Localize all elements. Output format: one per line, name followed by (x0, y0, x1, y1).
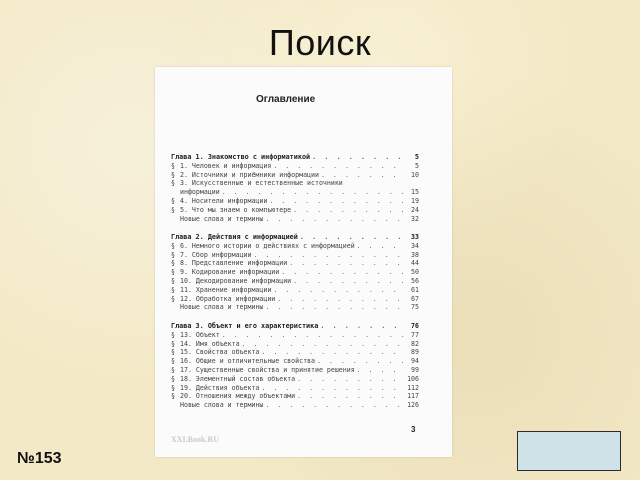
dot-leader (269, 197, 405, 206)
toc-row (171, 206, 419, 215)
toc-row (171, 303, 419, 312)
toc-row (171, 401, 419, 410)
toc-row-title: 3. Искусственные и естественные источники (180, 179, 343, 188)
chapter-title: Глава 3. Объект и его характеристика (171, 322, 319, 330)
toc-row (171, 162, 419, 171)
toc-row (171, 215, 419, 224)
toc-row-page: 44 (411, 259, 419, 268)
toc-row (171, 357, 419, 366)
toc-row-title: 6. Немного истории о действиях с информацией (180, 241, 355, 250)
toc-row-title: 8. Представление информации (180, 259, 288, 268)
dot-leader (357, 242, 405, 251)
toc-row-page: 61 (411, 285, 419, 294)
section-sign: § (171, 161, 175, 170)
toc-row-title: 5. Что мы знаем о компьютере (180, 205, 292, 214)
dot-leader (253, 251, 405, 260)
section-sign: § (171, 241, 175, 250)
toc-row (171, 295, 419, 304)
toc-row (171, 392, 419, 401)
toc-row-title: Новые слова и термины (180, 401, 264, 410)
toc-row-page: 126 (407, 401, 419, 410)
toc-row (171, 286, 419, 295)
dot-leader (265, 303, 405, 312)
dot-leader (261, 348, 405, 357)
toc-row-page: 50 (411, 268, 419, 277)
toc-row (171, 259, 419, 268)
chapter-title: Глава 2. Действия с информацией (171, 233, 298, 241)
toc-row-title: 15. Свойства объекта (180, 348, 260, 357)
toc-row (171, 340, 419, 349)
toc-heading: Оглавление (256, 94, 316, 105)
chapter-title-row (171, 153, 419, 162)
dot-leader (357, 366, 405, 375)
chapter-title: Глава 1. Знакомство с информатикой (171, 153, 311, 161)
dot-leader (293, 277, 405, 286)
dot-leader (281, 268, 405, 277)
watermark: XXI.Book.RU (171, 435, 220, 444)
toc-row-page: 112 (407, 383, 419, 392)
section-sign: § (171, 383, 175, 392)
dot-leader (222, 331, 405, 340)
slide-title: Поиск (268, 22, 372, 63)
toc-row-page: 15 (411, 188, 419, 197)
dot-leader (300, 233, 405, 242)
toc-row (171, 375, 419, 384)
toc-row (171, 366, 419, 375)
toc-row (171, 277, 419, 286)
slide-number: №153 (17, 450, 62, 467)
section-sign: § (171, 276, 175, 285)
toc-row (171, 331, 419, 340)
toc-row-title: 12. Обработка информации (180, 294, 276, 303)
dot-leader (242, 340, 405, 349)
chapter-page: 33 (410, 233, 419, 241)
chapter-title-row (171, 233, 419, 242)
section-sign: § (171, 374, 175, 383)
section-sign: § (171, 196, 175, 205)
section-sign: § (171, 330, 175, 339)
toc-row-title: 2. Источники и приёмники информации (180, 170, 319, 179)
chapter-1-block (171, 153, 419, 223)
toc-row-page: 5 (415, 161, 419, 170)
toc-row-title: 20. Отношения между объектами (180, 392, 296, 401)
dot-leader (293, 206, 405, 215)
toc-row-title: 9. Кодирование информации (180, 268, 280, 277)
section-sign: § (171, 250, 175, 259)
section-sign: § (171, 170, 175, 179)
toc-row-page: 99 (411, 365, 419, 374)
toc-row-page: 106 (407, 374, 419, 383)
book-page-number: 3 (411, 425, 416, 434)
dot-leader (277, 295, 405, 304)
toc-row-page: 75 (411, 303, 419, 312)
toc-row (171, 268, 419, 277)
section-sign: § (171, 179, 175, 188)
dot-leader (273, 162, 405, 171)
section-sign: § (171, 357, 175, 366)
toc-row-page: 34 (411, 241, 419, 250)
dot-leader (261, 384, 405, 393)
dot-leader (265, 401, 405, 410)
toc-row-title: 14. Имя объекта (180, 339, 240, 348)
toc-row (171, 179, 419, 188)
toc-row (171, 171, 419, 180)
section-sign: § (171, 339, 175, 348)
toc-row-page: 32 (411, 214, 419, 223)
toc-row-page: 82 (411, 339, 419, 348)
chapter-page: 76 (410, 322, 419, 330)
toc-row (171, 348, 419, 357)
dot-leader (297, 375, 405, 384)
toc-row-page: 24 (411, 205, 419, 214)
section-sign: § (171, 348, 175, 357)
section-sign: § (171, 365, 175, 374)
dot-leader (297, 392, 405, 401)
dot-leader (289, 259, 405, 268)
chapter-3-block (171, 322, 419, 410)
section-sign: § (171, 285, 175, 294)
toc-row-page: 117 (407, 392, 419, 401)
toc-row-title: 19. Действия объекта (180, 383, 260, 392)
toc-row (171, 242, 419, 251)
toc-row-title: 17. Существенные свойства и принятие решения (180, 365, 355, 374)
toc-row-title: 4. Носители информации (180, 196, 268, 205)
toc-row-page: 67 (411, 294, 419, 303)
toc-row-title: 13. Объект (180, 330, 220, 339)
toc-row-title: 11. Хранение информации (180, 285, 272, 294)
section-sign: § (171, 268, 175, 277)
toc-row (171, 197, 419, 206)
toc-row-page: 19 (411, 196, 419, 205)
toc-row-title: информации (180, 188, 220, 197)
dot-leader (320, 322, 405, 331)
dot-leader (312, 153, 405, 162)
dot-leader (265, 215, 405, 224)
dot-leader (222, 188, 405, 197)
toc-row-title: 1. Человек и информация (180, 161, 272, 170)
chapter-page: 5 (414, 153, 419, 161)
dot-leader (273, 286, 405, 295)
toc-row-title: Новые слова и термины (180, 303, 264, 312)
toc-row (171, 188, 419, 197)
dot-leader (321, 171, 405, 180)
toc-row-page: 94 (411, 357, 419, 366)
toc-row-title: 10. Декодирование информации (180, 276, 292, 285)
toc-row-page: 38 (411, 250, 419, 259)
section-sign: § (171, 259, 175, 268)
toc-row (171, 251, 419, 260)
section-sign: § (171, 294, 175, 303)
section-sign: § (171, 392, 175, 401)
nav-button[interactable] (517, 431, 621, 471)
chapter-2-block (171, 233, 419, 312)
toc-row (171, 384, 419, 393)
section-sign: § (171, 205, 175, 214)
toc-row-page: 89 (411, 348, 419, 357)
toc-row-page: 77 (411, 330, 419, 339)
toc-row-title: 16. Общие и отличительные свойства (180, 357, 315, 366)
toc-row-title: 7. Сбор информации (180, 250, 252, 259)
toc-row-title: 18. Элементный состав объекта (180, 374, 296, 383)
toc-row-page: 10 (411, 170, 419, 179)
toc-row-title: Новые слова и термины (180, 214, 264, 223)
toc-row-page: 56 (411, 276, 419, 285)
book-page-image (155, 67, 452, 457)
chapter-title-row (171, 322, 419, 331)
dot-leader (317, 357, 405, 366)
